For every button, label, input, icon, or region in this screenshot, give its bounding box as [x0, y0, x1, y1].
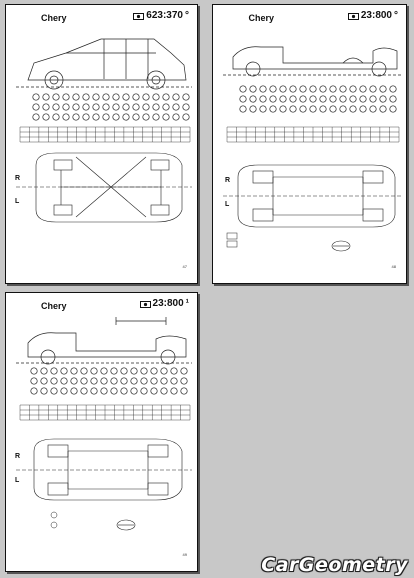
callout-circle	[63, 94, 69, 100]
page-number: 48	[391, 264, 396, 269]
callout-circle	[133, 114, 139, 120]
callout-circle	[360, 86, 366, 92]
callout-circle	[171, 378, 177, 384]
callout-circle	[260, 106, 266, 112]
callout-circle	[103, 114, 109, 120]
callout-circle	[300, 96, 306, 102]
callout-circle	[390, 106, 396, 112]
callout-circle	[360, 106, 366, 112]
callout-circle	[290, 106, 296, 112]
callout-circle	[61, 368, 67, 374]
callout-circle	[340, 96, 346, 102]
callout-circle	[81, 388, 87, 394]
callout-circle	[81, 378, 87, 384]
callout-circle	[183, 114, 189, 120]
callout-circle	[350, 96, 356, 102]
callout-circle	[93, 94, 99, 100]
callout-circle	[41, 378, 47, 384]
callout-circle	[43, 114, 49, 120]
callout-circle	[340, 106, 346, 112]
callout-circle	[151, 378, 157, 384]
callout-circle	[73, 104, 79, 110]
sheet-brand-label: Chery	[40, 13, 67, 23]
callout-circle	[121, 388, 127, 394]
callout-circle	[31, 368, 37, 374]
sheet-code-suffix: ¹	[185, 298, 189, 309]
left-side-label: L	[15, 477, 20, 484]
callout-circle	[103, 94, 109, 100]
callout-circle	[280, 106, 286, 112]
chassis-side-and-underbody-diagram	[213, 5, 407, 284]
callout-circle	[61, 378, 67, 384]
sheet-brand-label: Chery	[40, 301, 67, 311]
callout-circle	[390, 96, 396, 102]
callout-circle	[43, 94, 49, 100]
callout-circle	[161, 388, 167, 394]
callout-circle	[320, 86, 326, 92]
callout-circle	[270, 86, 276, 92]
callout-circle	[260, 86, 266, 92]
callout-circle	[143, 104, 149, 110]
callout-circle	[181, 378, 187, 384]
callout-circle	[161, 368, 167, 374]
callout-circle	[133, 104, 139, 110]
sheet-code-value: 23:800	[152, 298, 184, 309]
callout-circle	[310, 86, 316, 92]
callout-circle	[123, 104, 129, 110]
callout-circle	[131, 388, 137, 394]
callout-circle	[103, 104, 109, 110]
callout-circle	[111, 368, 117, 374]
right-side-label: R	[15, 453, 21, 460]
callout-circle	[121, 368, 127, 374]
page-number: 49	[182, 552, 187, 557]
callout-circle	[93, 104, 99, 110]
callout-circle	[250, 96, 256, 102]
callout-circle	[173, 94, 179, 100]
callout-circle	[111, 388, 117, 394]
callout-circle	[33, 114, 39, 120]
callout-circle	[91, 368, 97, 374]
callout-circle	[330, 96, 336, 102]
callout-circle	[161, 378, 167, 384]
callout-circle	[330, 86, 336, 92]
callout-circle	[163, 104, 169, 110]
callout-circle	[181, 388, 187, 394]
callout-circle	[290, 86, 296, 92]
callout-circle	[113, 104, 119, 110]
callout-circle	[31, 388, 37, 394]
cargeometry-logo: CarGeometry	[261, 554, 408, 576]
callout-circle	[380, 86, 386, 92]
callout-circle	[83, 114, 89, 120]
callout-circle	[51, 388, 57, 394]
callout-circle	[83, 104, 89, 110]
callout-circle	[51, 378, 57, 384]
callout-circle	[93, 114, 99, 120]
callout-circle	[270, 96, 276, 102]
callout-circle	[181, 368, 187, 374]
callout-circle	[41, 388, 47, 394]
callout-circle	[153, 94, 159, 100]
sheet-code-value: 623:370	[146, 10, 183, 21]
chassis-side-and-underbody-diagram	[6, 293, 198, 572]
callout-circle	[173, 104, 179, 110]
callout-circle	[143, 114, 149, 120]
callout-circle	[133, 94, 139, 100]
callout-circle	[360, 96, 366, 102]
callout-circle	[43, 104, 49, 110]
callout-circle	[101, 388, 107, 394]
right-side-label: R	[225, 177, 231, 184]
right-side-label: R	[15, 175, 21, 182]
callout-circle	[71, 388, 77, 394]
callout-circle	[171, 368, 177, 374]
callout-circle	[390, 86, 396, 92]
callout-circle	[53, 94, 59, 100]
callout-circle	[123, 114, 129, 120]
callout-circle	[310, 106, 316, 112]
callout-circle	[71, 368, 77, 374]
callout-circle	[113, 94, 119, 100]
callout-circle	[123, 94, 129, 100]
drawing-sheet-3[interactable]	[5, 292, 198, 572]
callout-circle	[350, 86, 356, 92]
callout-circle	[240, 96, 246, 102]
left-side-label: L	[225, 201, 230, 208]
callout-circle	[171, 388, 177, 394]
callout-circle	[320, 106, 326, 112]
callout-circle	[350, 106, 356, 112]
callout-circle	[73, 94, 79, 100]
callout-circle	[141, 378, 147, 384]
callout-circle	[33, 94, 39, 100]
callout-circle	[153, 114, 159, 120]
callout-circle	[173, 114, 179, 120]
callout-circle	[83, 94, 89, 100]
callout-circle	[53, 114, 59, 120]
callout-circle	[121, 378, 127, 384]
callout-circle	[73, 114, 79, 120]
callout-circle	[153, 104, 159, 110]
callout-circle	[101, 378, 107, 384]
callout-circle	[340, 86, 346, 92]
callout-circle	[330, 106, 336, 112]
callout-circle	[141, 368, 147, 374]
callout-circle	[111, 378, 117, 384]
callout-circle	[131, 368, 137, 374]
callout-circle	[51, 368, 57, 374]
callout-circle	[131, 378, 137, 384]
sheet-brand-label: Chery	[248, 13, 274, 23]
callout-circle	[53, 104, 59, 110]
callout-circle	[141, 388, 147, 394]
callout-circle	[310, 96, 316, 102]
callout-circle	[183, 104, 189, 110]
sheet-code-suffix: °	[185, 10, 189, 21]
callout-circle	[300, 106, 306, 112]
callout-circle	[290, 96, 296, 102]
callout-circle	[380, 96, 386, 102]
callout-circle	[143, 94, 149, 100]
callout-circle	[91, 378, 97, 384]
callout-circle	[240, 106, 246, 112]
drawing-sheet-2[interactable]	[212, 4, 407, 284]
callout-circle	[151, 368, 157, 374]
callout-circle	[63, 104, 69, 110]
page-number: 47	[182, 264, 187, 269]
callout-circle	[31, 378, 37, 384]
suv-side-and-underbody-diagram	[6, 5, 198, 284]
callout-circle	[300, 86, 306, 92]
callout-circle	[240, 86, 246, 92]
callout-circle	[91, 388, 97, 394]
callout-circle	[370, 86, 376, 92]
callout-circle	[163, 114, 169, 120]
callout-circle	[380, 106, 386, 112]
callout-circle	[61, 388, 67, 394]
callout-circle	[113, 114, 119, 120]
callout-circle	[71, 378, 77, 384]
callout-circle	[250, 86, 256, 92]
callout-circle	[280, 96, 286, 102]
callout-circle	[250, 106, 256, 112]
left-side-label: L	[15, 198, 20, 205]
callout-circle	[270, 106, 276, 112]
callout-circle	[151, 388, 157, 394]
callout-circle	[370, 106, 376, 112]
callout-circle	[183, 94, 189, 100]
callout-circle	[260, 96, 266, 102]
callout-circle	[280, 86, 286, 92]
callout-circle	[320, 96, 326, 102]
callout-circle	[81, 368, 87, 374]
callout-circle	[163, 94, 169, 100]
sheet-code-suffix: °	[394, 10, 398, 21]
callout-circle	[370, 96, 376, 102]
callout-circle	[101, 368, 107, 374]
drawing-sheet-1[interactable]	[5, 4, 198, 284]
callout-circle	[41, 368, 47, 374]
sheet-code-value: 23:800	[360, 10, 392, 21]
callout-circle	[33, 104, 39, 110]
callout-circle	[63, 114, 69, 120]
